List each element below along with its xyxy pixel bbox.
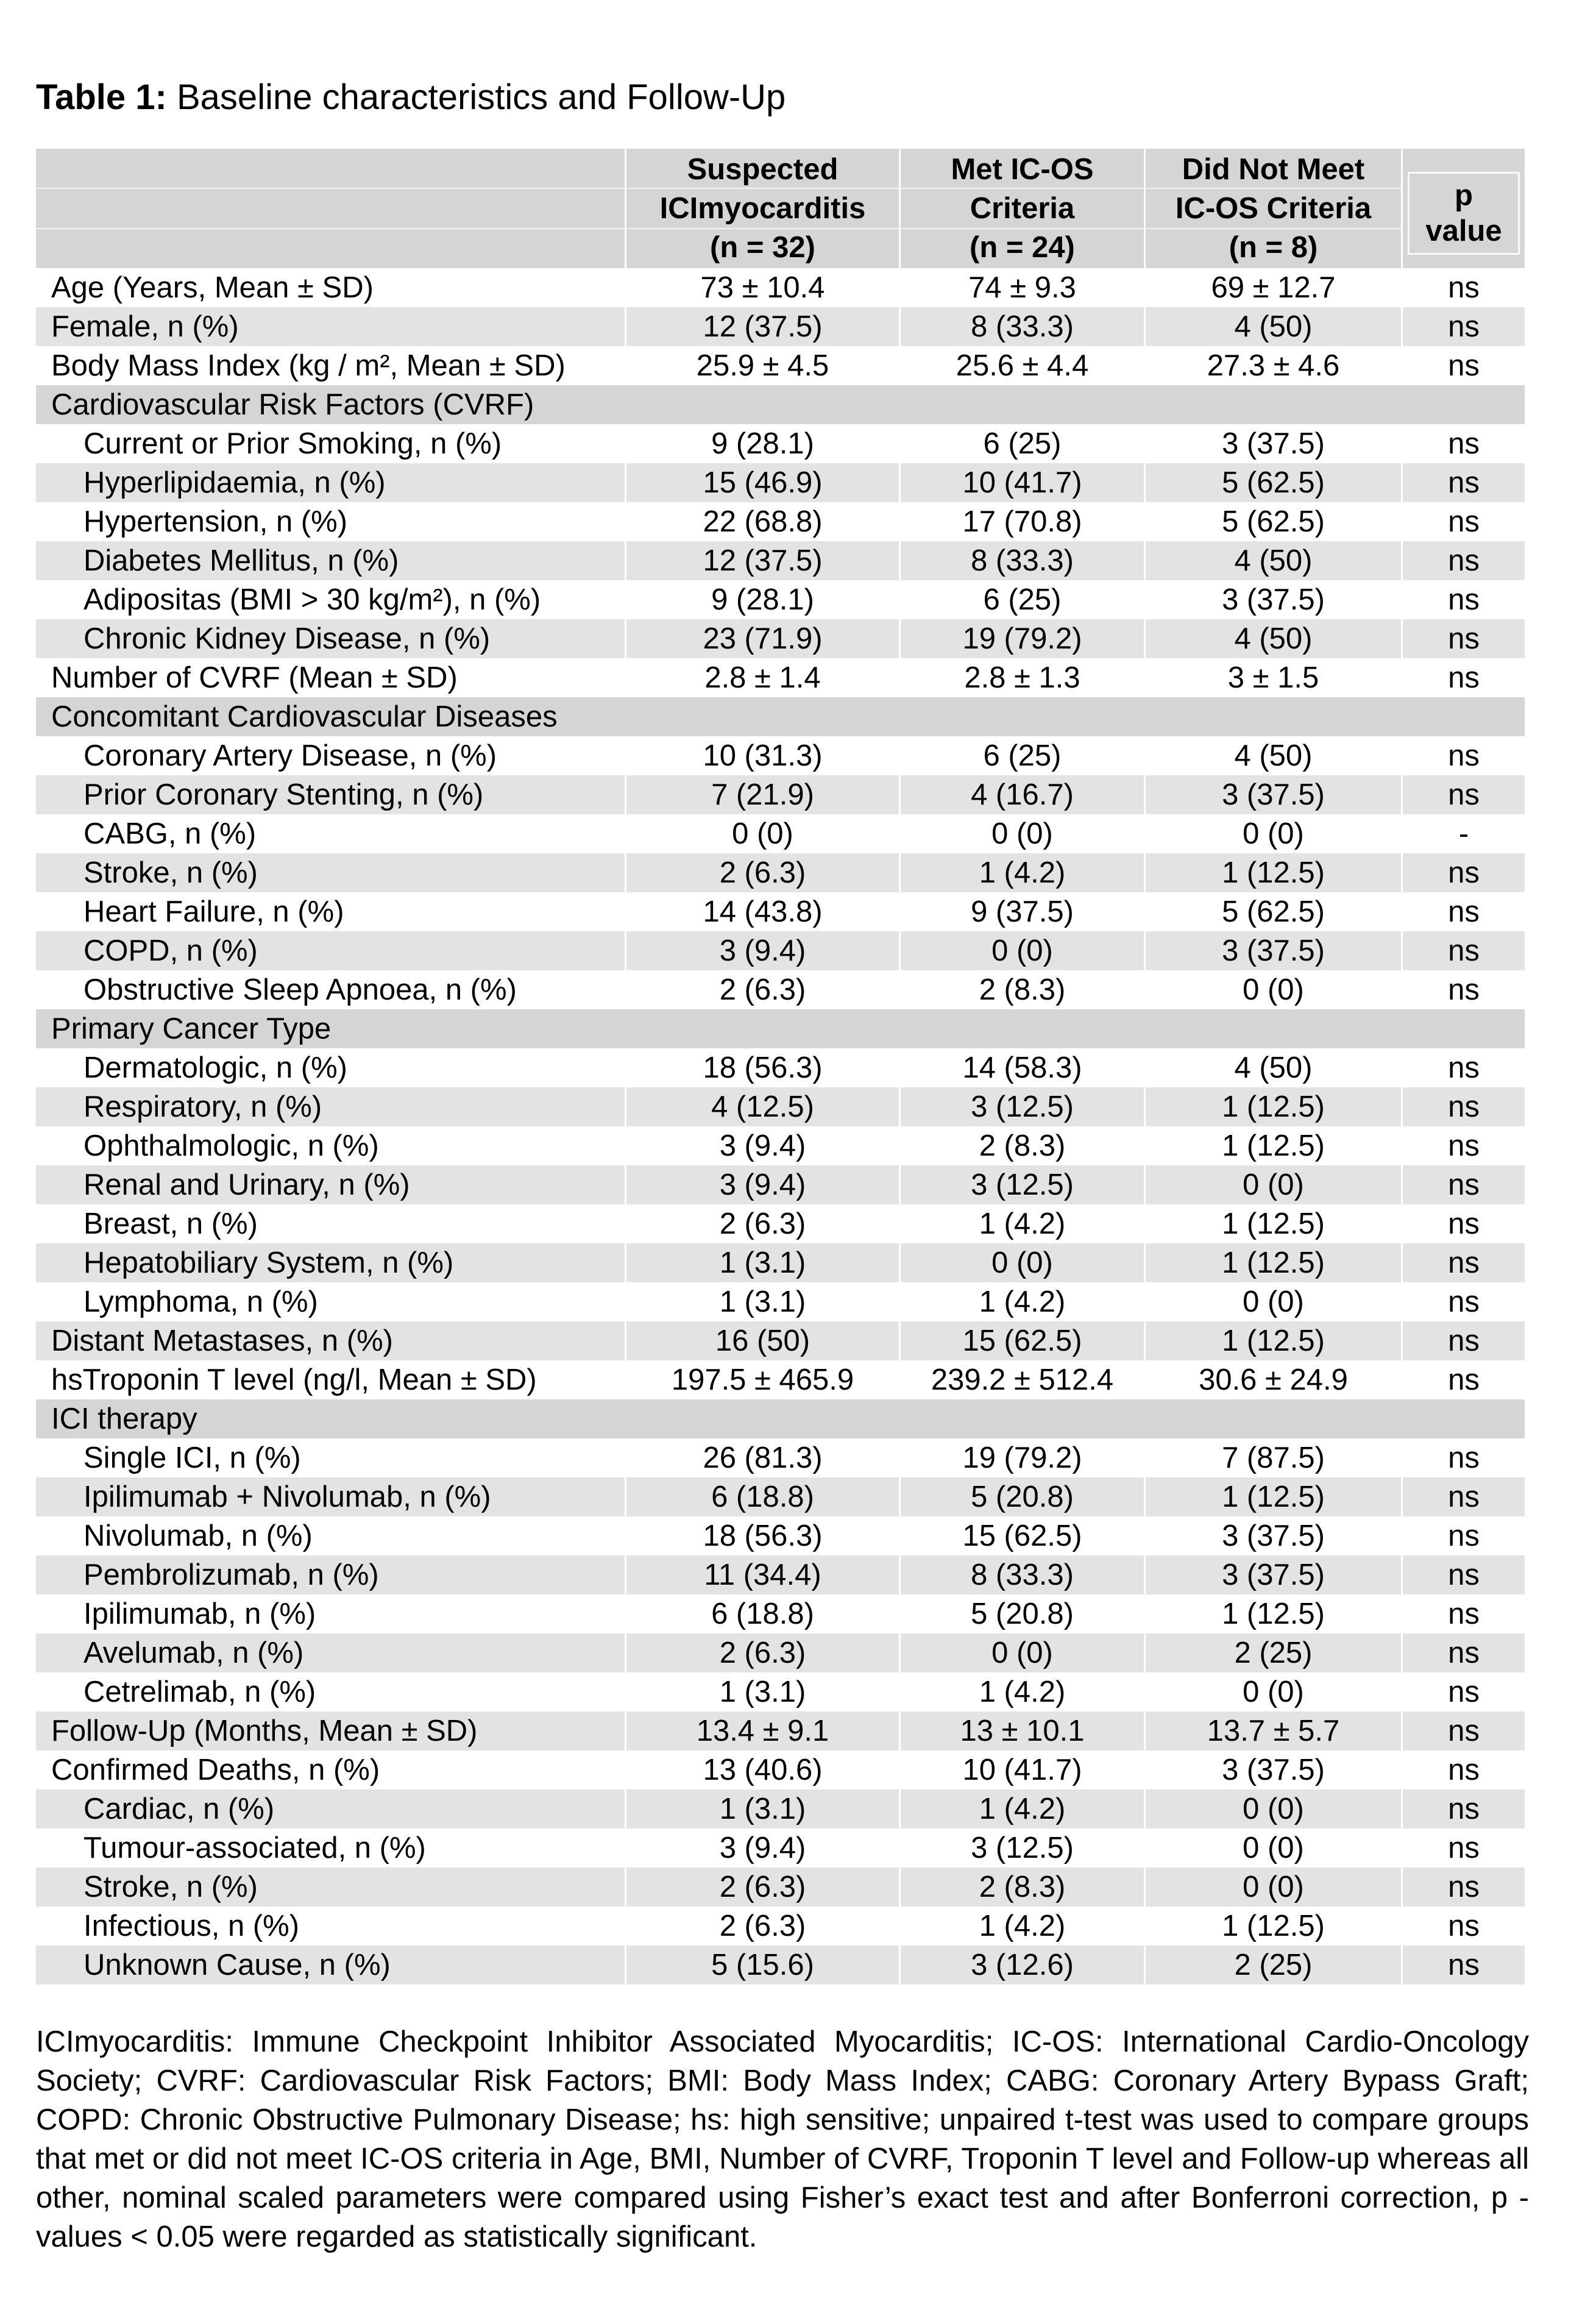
table-row <box>36 736 1525 775</box>
table-header-row <box>36 149 1525 268</box>
table-row <box>36 1672 1525 1711</box>
header-line: value <box>1425 215 1502 247</box>
p-value-cell: ns <box>1403 1360 1525 1399</box>
header-line: Suspected <box>687 153 839 186</box>
value-cell: 1 (3.1) <box>626 1282 901 1321</box>
value-cell: 1 (12.5) <box>1146 1204 1403 1243</box>
value-cell: 0 (0) <box>1146 1165 1403 1204</box>
table-row <box>36 1048 1525 1087</box>
value-cell: 3 (37.5) <box>1146 775 1403 814</box>
value-cell: 2 (8.3) <box>901 1126 1146 1165</box>
value-cell: 11 (34.4) <box>626 1555 901 1594</box>
p-value-cell: ns <box>1403 541 1525 580</box>
table-row <box>36 1438 1525 1477</box>
row-label: Lymphoma, n (%) <box>36 1282 626 1321</box>
table-row <box>36 463 1525 502</box>
p-value-cell: ns <box>1403 1243 1525 1282</box>
header-line: Did Not Meet <box>1182 153 1365 186</box>
row-label: Obstructive Sleep Apnoea, n (%) <box>36 970 626 1009</box>
value-cell: 4 (12.5) <box>626 1087 901 1126</box>
value-cell: 14 (58.3) <box>901 1048 1146 1087</box>
value-cell: 2 (8.3) <box>901 970 1146 1009</box>
table-row <box>36 541 1525 580</box>
section-header-row <box>36 697 1525 736</box>
value-cell: 12 (37.5) <box>626 541 901 580</box>
p-value-cell: ns <box>1403 1789 1525 1828</box>
value-cell: 239.2 ± 512.4 <box>901 1360 1146 1399</box>
p-value-cell: ns <box>1403 1555 1525 1594</box>
p-value-cell: ns <box>1403 736 1525 775</box>
row-label: Ophthalmologic, n (%) <box>36 1126 626 1165</box>
row-label: Current or Prior Smoking, n (%) <box>36 424 626 463</box>
table-row <box>36 931 1525 970</box>
value-cell: 197.5 ± 465.9 <box>626 1360 901 1399</box>
value-cell: 0 (0) <box>1146 1789 1403 1828</box>
p-value-cell: ns <box>1403 619 1525 658</box>
value-cell: 3 (12.6) <box>901 1946 1146 1985</box>
p-value-cell: ns <box>1403 658 1525 697</box>
value-cell: 15 (46.9) <box>626 463 901 502</box>
value-cell: 5 (20.8) <box>901 1477 1146 1516</box>
value-cell: 1 (3.1) <box>626 1243 901 1282</box>
row-label: Infectious, n (%) <box>36 1906 626 1946</box>
value-cell: 5 (15.6) <box>626 1946 901 1985</box>
value-cell: 3 (9.4) <box>626 1828 901 1867</box>
value-cell: 2 (6.3) <box>626 1204 901 1243</box>
row-label: Confirmed Deaths, n (%) <box>36 1750 626 1789</box>
value-cell: 16 (50) <box>626 1321 901 1360</box>
p-value-cell: ns <box>1403 775 1525 814</box>
table-row <box>36 892 1525 931</box>
value-cell: 1 (12.5) <box>1146 1126 1403 1165</box>
p-value-cell: ns <box>1403 1828 1525 1867</box>
row-label: COPD, n (%) <box>36 931 626 970</box>
value-cell: 5 (20.8) <box>901 1594 1146 1633</box>
value-cell: 0 (0) <box>901 814 1146 853</box>
value-cell: 69 ± 12.7 <box>1146 268 1403 307</box>
value-cell: 4 (50) <box>1146 307 1403 346</box>
row-label: Renal and Urinary, n (%) <box>36 1165 626 1204</box>
value-cell: 1 (4.2) <box>901 1789 1146 1828</box>
value-cell: 15 (62.5) <box>901 1321 1146 1360</box>
row-label: Stroke, n (%) <box>36 853 626 892</box>
value-cell: 17 (70.8) <box>901 502 1146 541</box>
row-label: hsTroponin T level (ng/l, Mean ± SD) <box>36 1360 626 1399</box>
table-row <box>36 1516 1525 1555</box>
p-value-cell: ns <box>1403 1946 1525 1985</box>
section-header-row <box>36 1009 1525 1048</box>
value-cell: 8 (33.3) <box>901 307 1146 346</box>
value-cell: 2 (6.3) <box>626 1867 901 1906</box>
value-cell: 25.6 ± 4.4 <box>901 346 1146 385</box>
p-value-cell: ns <box>1403 1126 1525 1165</box>
row-label: Diabetes Mellitus, n (%) <box>36 541 626 580</box>
value-cell: 6 (25) <box>901 424 1146 463</box>
table-row <box>36 1477 1525 1516</box>
header-p-value-column <box>1403 149 1525 268</box>
value-cell: 13.4 ± 9.1 <box>626 1711 901 1750</box>
table-row <box>36 1789 1525 1828</box>
header-line: (n = 24) <box>970 231 1075 264</box>
table-row <box>36 1087 1525 1126</box>
value-cell: 0 (0) <box>901 1243 1146 1282</box>
row-label: Age (Years, Mean ± SD) <box>36 268 626 307</box>
value-cell: 1 (3.1) <box>626 1789 901 1828</box>
p-value-cell: - <box>1403 814 1525 853</box>
value-cell: 15 (62.5) <box>901 1516 1146 1555</box>
section-header-label: Cardiovascular Risk Factors (CVRF) <box>51 388 534 421</box>
table-row <box>36 1165 1525 1204</box>
header-group-column <box>626 149 901 268</box>
table-row <box>36 1750 1525 1789</box>
table-row <box>36 1906 1525 1946</box>
p-value-cell: ns <box>1403 1438 1525 1477</box>
row-label: Ipilimumab + Nivolumab, n (%) <box>36 1477 626 1516</box>
table-row <box>36 346 1525 385</box>
table-footnote: ICImyocarditis: Immune Checkpoint Inhibitor Associated Myocarditis; IC-OS: International Cardio-Oncology Society; CVRF: Cardiovascular Risk Factors; BMI: Body Mass Index; CABG: Coronary Artery Bypass Graft; COPD: Chronic Obstructive Pulmonary Disease; hs: high sensitive; unpaired t-test was used to compare groups that met or did not meet IC-OS criteria in Age, BMI, Number of CVRF, Troponin T level and Follow-up whereas all other, nominal scaled parameters were compared using Fisher’s exact test and after Bonferroni correction, p - values < 0.05 were regarded as statistically significant. <box>36 2025 1529 2253</box>
value-cell: 6 (18.8) <box>626 1594 901 1633</box>
row-label: Female, n (%) <box>36 307 626 346</box>
value-cell: 1 (4.2) <box>901 1282 1146 1321</box>
row-label: Dermatologic, n (%) <box>36 1048 626 1087</box>
value-cell: 3 (12.5) <box>901 1165 1146 1204</box>
header-line: IC-OS Criteria <box>1175 192 1372 225</box>
p-value-cell: ns <box>1403 1867 1525 1906</box>
value-cell: 18 (56.3) <box>626 1048 901 1087</box>
value-cell: 6 (25) <box>901 580 1146 619</box>
value-cell: 4 (50) <box>1146 619 1403 658</box>
value-cell: 2 (6.3) <box>626 1633 901 1672</box>
p-value-cell: ns <box>1403 970 1525 1009</box>
value-cell: 0 (0) <box>1146 1828 1403 1867</box>
table-row <box>36 1360 1525 1399</box>
table-row <box>36 814 1525 853</box>
p-value-cell: ns <box>1403 1672 1525 1711</box>
table-body <box>36 268 1525 1985</box>
value-cell: 6 (25) <box>901 736 1146 775</box>
row-label: Follow-Up (Months, Mean ± SD) <box>36 1711 626 1750</box>
row-label: Body Mass Index (kg / m², Mean ± SD) <box>36 346 626 385</box>
row-label: Hepatobiliary System, n (%) <box>36 1243 626 1282</box>
value-cell: 0 (0) <box>1146 1672 1403 1711</box>
header-line: (n = 32) <box>710 231 815 264</box>
header-line: ICImyocarditis <box>659 192 866 225</box>
value-cell: 3 (37.5) <box>1146 931 1403 970</box>
value-cell: 2 (25) <box>1146 1946 1403 1985</box>
value-cell: 5 (62.5) <box>1146 892 1403 931</box>
table-row <box>36 1867 1525 1906</box>
row-label: Coronary Artery Disease, n (%) <box>36 736 626 775</box>
p-value-cell: ns <box>1403 892 1525 931</box>
p-value-cell: ns <box>1403 268 1525 307</box>
value-cell: 3 (12.5) <box>901 1087 1146 1126</box>
value-cell: 73 ± 10.4 <box>626 268 901 307</box>
row-label: Cetrelimab, n (%) <box>36 1672 626 1711</box>
value-cell: 1 (12.5) <box>1146 1477 1403 1516</box>
value-cell: 0 (0) <box>1146 1282 1403 1321</box>
table-row <box>36 775 1525 814</box>
value-cell: 5 (62.5) <box>1146 502 1403 541</box>
row-label: CABG, n (%) <box>36 814 626 853</box>
value-cell: 12 (37.5) <box>626 307 901 346</box>
table-row <box>36 1711 1525 1750</box>
value-cell: 2.8 ± 1.4 <box>626 658 901 697</box>
baseline-characteristics-table <box>36 149 1525 1985</box>
value-cell: 4 (16.7) <box>901 775 1146 814</box>
value-cell: 3 (37.5) <box>1146 1516 1403 1555</box>
value-cell: 3 (12.5) <box>901 1828 1146 1867</box>
row-label: Tumour-associated, n (%) <box>36 1828 626 1867</box>
value-cell: 3 (37.5) <box>1146 580 1403 619</box>
value-cell: 1 (12.5) <box>1146 853 1403 892</box>
value-cell: 8 (33.3) <box>901 1555 1146 1594</box>
row-label: Number of CVRF (Mean ± SD) <box>36 658 626 697</box>
p-value-cell: ns <box>1403 424 1525 463</box>
row-label: Respiratory, n (%) <box>36 1087 626 1126</box>
table-row <box>36 1828 1525 1867</box>
table-row <box>36 1243 1525 1282</box>
p-value-cell: ns <box>1403 1087 1525 1126</box>
value-cell: 2 (8.3) <box>901 1867 1146 1906</box>
header-line: (n = 8) <box>1229 231 1318 264</box>
value-cell: 1 (12.5) <box>1146 1321 1403 1360</box>
row-label: Chronic Kidney Disease, n (%) <box>36 619 626 658</box>
table-row <box>36 853 1525 892</box>
row-label: Stroke, n (%) <box>36 1867 626 1906</box>
p-value-cell: ns <box>1403 463 1525 502</box>
p-value-cell: ns <box>1403 931 1525 970</box>
value-cell: 4 (50) <box>1146 541 1403 580</box>
value-cell: 19 (79.2) <box>901 619 1146 658</box>
value-cell: 22 (68.8) <box>626 502 901 541</box>
value-cell: 1 (12.5) <box>1146 1906 1403 1946</box>
table-row <box>36 1282 1525 1321</box>
value-cell: 2 (6.3) <box>626 1906 901 1946</box>
value-cell: 10 (41.7) <box>901 1750 1146 1789</box>
table-caption <box>36 78 786 117</box>
value-cell: 1 (3.1) <box>626 1672 901 1711</box>
p-value-cell: ns <box>1403 1750 1525 1789</box>
header-line: Criteria <box>970 192 1075 225</box>
p-value-cell: ns <box>1403 1477 1525 1516</box>
table-row <box>36 580 1525 619</box>
value-cell: 2.8 ± 1.3 <box>901 658 1146 697</box>
p-value-cell: ns <box>1403 346 1525 385</box>
row-label: Breast, n (%) <box>36 1204 626 1243</box>
value-cell: 26 (81.3) <box>626 1438 901 1477</box>
value-cell: 0 (0) <box>1146 814 1403 853</box>
value-cell: 3 (9.4) <box>626 931 901 970</box>
table-row <box>36 1126 1525 1165</box>
value-cell: 1 (4.2) <box>901 1906 1146 1946</box>
value-cell: 0 (0) <box>901 931 1146 970</box>
value-cell: 7 (87.5) <box>1146 1438 1403 1477</box>
value-cell: 5 (62.5) <box>1146 463 1403 502</box>
value-cell: 27.3 ± 4.6 <box>1146 346 1403 385</box>
table-row <box>36 307 1525 346</box>
table-row <box>36 970 1525 1009</box>
header-parameter-column <box>36 149 626 268</box>
value-cell: 2 (6.3) <box>626 970 901 1009</box>
value-cell: 13 (40.6) <box>626 1750 901 1789</box>
value-cell: 30.6 ± 24.9 <box>1146 1360 1403 1399</box>
row-label: Distant Metastases, n (%) <box>36 1321 626 1360</box>
value-cell: 1 (12.5) <box>1146 1243 1403 1282</box>
value-cell: 0 (0) <box>1146 970 1403 1009</box>
value-cell: 25.9 ± 4.5 <box>626 346 901 385</box>
p-value-cell: ns <box>1403 502 1525 541</box>
p-value-cell: ns <box>1403 1282 1525 1321</box>
section-header-row <box>36 385 1525 424</box>
table-row <box>36 502 1525 541</box>
value-cell: 1 (4.2) <box>901 853 1146 892</box>
value-cell: 74 ± 9.3 <box>901 268 1146 307</box>
value-cell: 0 (0) <box>1146 1867 1403 1906</box>
value-cell: 18 (56.3) <box>626 1516 901 1555</box>
row-label: Pembrolizumab, n (%) <box>36 1555 626 1594</box>
p-value-cell: ns <box>1403 1165 1525 1204</box>
value-cell: 9 (28.1) <box>626 424 901 463</box>
value-cell: 1 (4.2) <box>901 1672 1146 1711</box>
value-cell: 2 (25) <box>1146 1633 1403 1672</box>
row-label: Nivolumab, n (%) <box>36 1516 626 1555</box>
value-cell: 10 (41.7) <box>901 463 1146 502</box>
value-cell: 8 (33.3) <box>901 541 1146 580</box>
row-label: Adipositas (BMI > 30 kg/m²), n (%) <box>36 580 626 619</box>
row-label: Avelumab, n (%) <box>36 1633 626 1672</box>
value-cell: 6 (18.8) <box>626 1477 901 1516</box>
value-cell: 3 (37.5) <box>1146 1555 1403 1594</box>
p-value-cell: ns <box>1403 853 1525 892</box>
value-cell: 3 (9.4) <box>626 1165 901 1204</box>
value-cell: 3 ± 1.5 <box>1146 658 1403 697</box>
row-label: Hypertension, n (%) <box>36 502 626 541</box>
row-label: Ipilimumab, n (%) <box>36 1594 626 1633</box>
table-row <box>36 1555 1525 1594</box>
value-cell: 9 (37.5) <box>901 892 1146 931</box>
section-header-label: Primary Cancer Type <box>51 1012 332 1045</box>
row-label: Unknown Cause, n (%) <box>36 1946 626 1985</box>
table-row <box>36 1594 1525 1633</box>
table-row <box>36 1633 1525 1672</box>
p-value-cell: ns <box>1403 1048 1525 1087</box>
value-cell: 3 (37.5) <box>1146 424 1403 463</box>
value-cell: 3 (9.4) <box>626 1126 901 1165</box>
value-cell: 0 (0) <box>626 814 901 853</box>
value-cell: 4 (50) <box>1146 1048 1403 1087</box>
table-row <box>36 268 1525 307</box>
table-row <box>36 1204 1525 1243</box>
p-value-cell: ns <box>1403 1204 1525 1243</box>
p-value-header-box <box>1408 172 1520 255</box>
p-value-cell: ns <box>1403 1594 1525 1633</box>
value-cell: 1 (4.2) <box>901 1204 1146 1243</box>
p-value-cell: ns <box>1403 1711 1525 1750</box>
value-cell: 1 (12.5) <box>1146 1594 1403 1633</box>
value-cell: 3 (37.5) <box>1146 1750 1403 1789</box>
value-cell: 0 (0) <box>901 1633 1146 1672</box>
p-value-cell: ns <box>1403 1906 1525 1946</box>
p-value-cell: ns <box>1403 1321 1525 1360</box>
p-value-cell: ns <box>1403 1633 1525 1672</box>
table-row <box>36 658 1525 697</box>
value-cell: 13 ± 10.1 <box>901 1711 1146 1750</box>
value-cell: 13.7 ± 5.7 <box>1146 1711 1403 1750</box>
section-header-label: Concomitant Cardiovascular Diseases <box>51 700 558 733</box>
row-label: Cardiac, n (%) <box>36 1789 626 1828</box>
value-cell: 23 (71.9) <box>626 619 901 658</box>
header-group-column <box>901 149 1146 268</box>
table-row <box>36 619 1525 658</box>
row-label: Hyperlipidaemia, n (%) <box>36 463 626 502</box>
section-header-label: ICI therapy <box>51 1402 197 1435</box>
value-cell: 2 (6.3) <box>626 853 901 892</box>
value-cell: 7 (21.9) <box>626 775 901 814</box>
row-label: Single ICI, n (%) <box>36 1438 626 1477</box>
table-row <box>36 1321 1525 1360</box>
header-line: Met IC-OS <box>951 153 1094 186</box>
table-caption-number: Table 1: <box>36 77 167 117</box>
header-group-column <box>1146 149 1403 268</box>
section-header-row <box>36 1399 1525 1438</box>
table-row <box>36 1946 1525 1985</box>
value-cell: 9 (28.1) <box>626 580 901 619</box>
value-cell: 19 (79.2) <box>901 1438 1146 1477</box>
row-label: Heart Failure, n (%) <box>36 892 626 931</box>
p-value-cell: ns <box>1403 307 1525 346</box>
value-cell: 10 (31.3) <box>626 736 901 775</box>
p-value-cell: ns <box>1403 1516 1525 1555</box>
value-cell: 14 (43.8) <box>626 892 901 931</box>
table-row <box>36 424 1525 463</box>
row-label: Prior Coronary Stenting, n (%) <box>36 775 626 814</box>
value-cell: 1 (12.5) <box>1146 1087 1403 1126</box>
table-caption-text: Baseline characteristics and Follow-Up <box>166 77 786 117</box>
value-cell: 4 (50) <box>1146 736 1403 775</box>
p-value-cell: ns <box>1403 580 1525 619</box>
header-line: p <box>1455 179 1473 212</box>
